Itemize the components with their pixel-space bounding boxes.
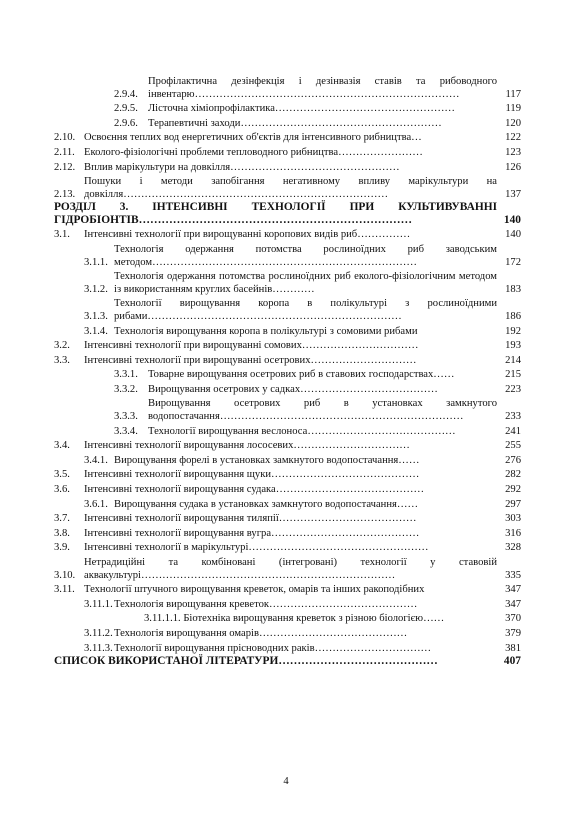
page-number: 4 [283, 776, 289, 787]
toc-entry-page: 126 [505, 161, 521, 173]
toc-entry [54, 542, 521, 555]
toc-entry-page: 379 [505, 627, 521, 639]
toc-entry-number: 3.3.4. [114, 425, 138, 437]
toc-entry-page: 183 [505, 283, 521, 295]
toc-entry-number: 3.3.3. [114, 411, 138, 423]
toc-entry-page: 223 [505, 383, 521, 395]
toc-entry-title: Інтенсивні технології вирощування лососевих…………………………… [84, 440, 410, 452]
toc-entry-title: Вирощування форелі в установках замкнутого водопостачання…… [114, 454, 420, 466]
toc-entry-title: СПИСОК ВИКОРИСТАНОЇ ЛІТЕРАТУРИ…………………………………… [54, 655, 438, 668]
toc-entry [54, 513, 521, 526]
toc-entry-page: 193 [505, 340, 521, 352]
toc-entry-number: 2.9.6. [114, 117, 138, 129]
toc-entry-page: 123 [505, 146, 521, 158]
toc-entry-number: 3.11.1. [84, 598, 113, 610]
toc-entry [54, 584, 521, 597]
toc-entry-page: 120 [505, 117, 521, 129]
toc-entry-title: РОЗДІЛ 3. ІНТЕНСИВНІ ТЕХНОЛОГІЇ ПРИ КУЛЬТИВУВАННІ ГІДРОБІОНТІВ……………………………………………………………… [54, 201, 497, 227]
toc-entry-number: 3.4. [54, 440, 70, 452]
toc-entry-title: Вирощування осетрових у садках………………………………… [148, 383, 438, 395]
toc-entry-number: 3.1.4. [84, 325, 108, 337]
toc-entry-number: 3.3. [54, 354, 70, 366]
toc-entry-page: 381 [505, 642, 521, 654]
toc-entry-page: 255 [505, 440, 521, 452]
toc-entry [54, 499, 521, 512]
toc-entry-page: 119 [505, 103, 521, 115]
toc-entry [54, 369, 521, 382]
toc-entry [54, 398, 521, 423]
toc-entry [54, 613, 521, 626]
toc-entry-page: 316 [505, 527, 521, 539]
toc-entry-title: Технології вирощування коропа в полікультурі з рослиноїдними рибами……………………………………………………………… [114, 298, 497, 322]
toc-entry-title: Інтенсивні технології вирощування тиляпії………………………………… [84, 513, 417, 525]
toc-entry-page: 192 [505, 325, 521, 337]
toc-entry-title: Вирощування судака в установках замкнутого водопостачання…… [114, 498, 419, 510]
toc-entry [54, 326, 521, 339]
toc-entry-page: 241 [505, 425, 521, 437]
toc-entry-title: Технологія вирощування креветок…………………………………… [114, 598, 418, 610]
toc-entry [54, 162, 521, 175]
toc-entry [54, 244, 521, 269]
toc-entry-number: 3.5. [54, 469, 70, 481]
toc-entry [54, 340, 521, 353]
toc-entry [54, 176, 521, 201]
toc-entry-page: 347 [505, 584, 521, 596]
toc-entry [54, 103, 521, 116]
toc-entry-number: 3.6.1. [84, 498, 108, 510]
toc-entry-title: Освоєння теплих вод енергетичних об'єктів для інтенсивного рибництва… [84, 132, 422, 144]
toc-entry-number: 3.1. [54, 229, 70, 241]
toc-entry-title: Товарне вирощування осетрових риб в ставових господарствах…… [148, 369, 455, 381]
toc-entry-title: Вплив марікультури на довкілля………………………………………… [84, 161, 400, 173]
toc-entry-title: Інтенсивні технології при вирощуванні осетрових………………………… [84, 354, 417, 366]
toc-entry-number: 3.11.3. [84, 642, 113, 654]
toc-entry [54, 201, 521, 227]
toc-entry-number: 3.9. [54, 542, 70, 554]
toc-entry-number: 3.1.3. [84, 310, 108, 322]
toc-entry-title: 3.11.1.1. Біотехніка вирощування креветок з різною біологією…… [144, 613, 445, 625]
toc-entry-title: Інтенсивні технології вирощування судака…………………………………… [84, 484, 425, 496]
toc-entry-number: 3.8. [54, 527, 70, 539]
toc-entry-number: 3.11. [54, 584, 75, 596]
toc-entry-page: 140 [505, 229, 521, 241]
toc-entry [54, 118, 521, 131]
toc-entry-number: 2.13. [54, 188, 76, 200]
toc-entry-title: Технологія вирощування омарів…………………………………… [114, 627, 408, 639]
toc-entry-title: Інтенсивні технології вирощування щуки…………………………………… [84, 469, 420, 481]
toc-entry-title: Технології вирощування прісноводних раків…………………………… [114, 642, 432, 654]
toc-entry-page: 407 [503, 655, 521, 668]
toc-entry-page: 137 [505, 188, 521, 200]
toc-entry [54, 484, 521, 497]
toc-entry-page: 370 [505, 613, 521, 625]
toc-entry-page: 276 [505, 454, 521, 466]
toc-entry-page: 186 [505, 310, 521, 322]
toc-entry [54, 271, 521, 296]
toc-entry-page: 172 [505, 256, 521, 268]
toc-entry [54, 528, 521, 541]
toc-entry-page: 117 [505, 88, 521, 100]
toc-entry-number: 2.10. [54, 132, 76, 144]
toc-entry-title: Профілактична дезінфекція і дезінвазія ставів та рибоводного інвентарю………………………………………………………………… [148, 76, 497, 100]
toc-entry-title: Інтенсивні технології при вирощуванні сомових…………………………… [84, 340, 419, 352]
toc-entry-title: Інтенсивні технології в марікультурі…………………………………………… [84, 542, 429, 554]
toc-entry-number: 2.9.5. [114, 103, 138, 115]
toc-entry-number: 3.1.2. [84, 283, 108, 295]
toc-entry [54, 655, 521, 668]
toc-entry-page: 214 [505, 354, 521, 366]
toc-entry [54, 132, 521, 145]
toc-entry-page: 215 [505, 369, 521, 381]
toc-entry [54, 628, 521, 641]
toc-entry [54, 440, 521, 453]
toc-entry-number: 2.12. [54, 161, 76, 173]
toc-entry-page: 303 [505, 513, 521, 525]
toc-entry-number: 3.7. [54, 513, 70, 525]
toc-entry [54, 557, 521, 582]
toc-entry-title: Нетрадиційні та комбіновані (інтегровані) технології у ставовій аквакультурі……………………………………………………………… [84, 557, 497, 581]
toc-entry-title: Технологія вирощування коропа в полікультурі з сомовими рибами [114, 325, 418, 337]
toc-entry-title: Інтенсивні технології вирощування вугра…………………………………… [84, 527, 420, 539]
toc-entry-title: Вирощування осетрових риб в установках замкнутого водопостачання…………………………………………………………… [148, 398, 497, 423]
toc-entry-number: 2.9.4. [114, 88, 138, 100]
toc-entry-title: Технології штучного вирощування креветок, омарів та інших ракоподібних [84, 584, 425, 596]
toc-entry [54, 599, 521, 612]
toc-entry-title: Технологія одержання потомства рослиноїдних риб еколого-фізіологічним методом із використанням круглих басейнів………… [114, 271, 497, 295]
toc-entry-page: 297 [505, 498, 521, 510]
toc-entry [54, 298, 521, 323]
toc-entry-number: 3.4.1. [84, 454, 108, 466]
toc-entry-number: 3.1.1. [84, 256, 108, 268]
toc-entry-page: 347 [505, 598, 521, 610]
toc-entry-title: Терапевтичні заходи………………………………………………… [148, 117, 442, 129]
toc-entry-number: 2.11. [54, 146, 75, 158]
toc-entry-title: Пошуки і методи запобігання негативному впливу марікультури на довкілля………………………………………………………………… [84, 176, 497, 200]
toc-entry [54, 355, 521, 368]
toc-entry [54, 229, 521, 242]
table-of-contents [54, 74, 521, 668]
toc-entry-title: Технології вирощування веслоноса…………………………………… [148, 425, 456, 437]
toc-entry-number: 3.11.2. [84, 627, 113, 639]
toc-entry-page: 335 [505, 569, 521, 581]
toc-entry [54, 384, 521, 397]
toc-entry-page: 233 [505, 411, 521, 423]
toc-entry [54, 469, 521, 482]
toc-entry-number: 3.10. [54, 569, 76, 581]
toc-entry-page: 328 [505, 542, 521, 554]
toc-entry [54, 147, 521, 160]
toc-entry [54, 76, 521, 101]
toc-entry [54, 455, 521, 468]
toc-entry [54, 643, 521, 656]
toc-entry-page: 292 [505, 484, 521, 496]
toc-entry-number: 3.2. [54, 340, 70, 352]
toc-entry-title: Інтенсивні технології при вирощуванні коропових видів риб…………… [84, 229, 411, 241]
toc-entry-number: 3.3.2. [114, 383, 138, 395]
toc-entry-page: 122 [505, 132, 521, 144]
toc-entry-number: 3.6. [54, 484, 70, 496]
toc-entry-title: Лісточна хіміопрофілактика…………………………………………… [148, 103, 456, 115]
toc-entry-page: 140 [503, 214, 521, 227]
toc-entry [54, 426, 521, 439]
toc-entry-title: Технологія одержання потомства рослиноїдних риб заводським методом………………………………………………………………… [114, 243, 497, 268]
toc-entry-number: 3.3.1. [114, 369, 138, 381]
toc-entry-title: Еколого-фізіологічні проблеми тепловодного рибництва…………………… [84, 146, 423, 158]
toc-entry-page: 282 [505, 469, 521, 481]
